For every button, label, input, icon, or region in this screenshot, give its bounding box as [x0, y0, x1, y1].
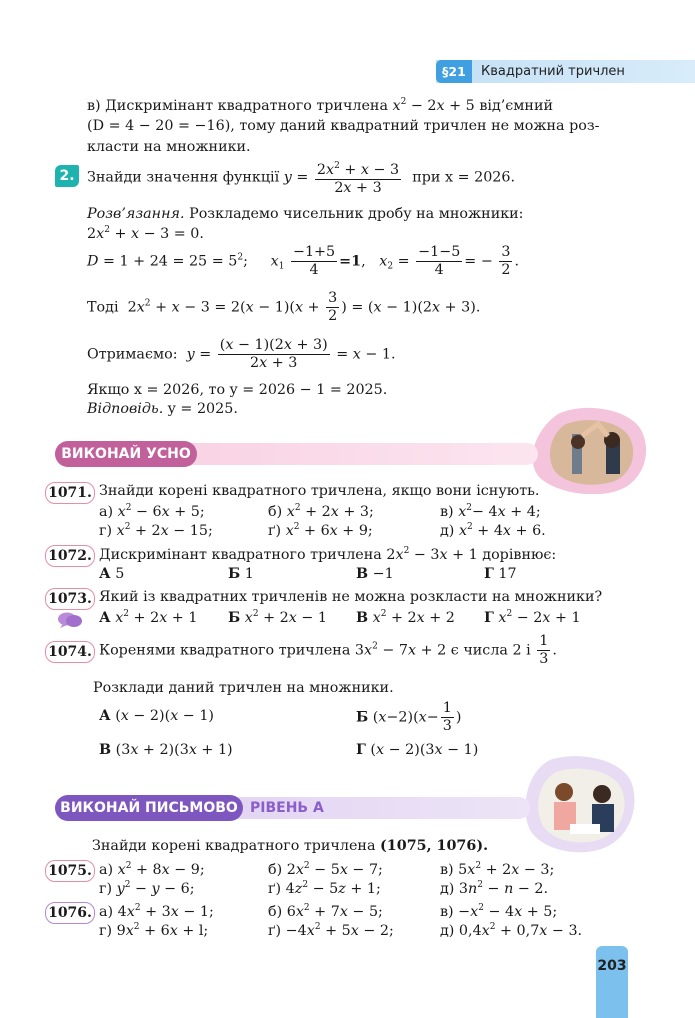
discussion-icon — [57, 611, 83, 629]
section-title: Квадратний тричлен — [481, 64, 625, 79]
exercise-1074-task: Розклади даний тричлен на множники. — [93, 680, 394, 696]
ex1072-option-b: Б 1 — [228, 566, 254, 582]
ex1075-item-b: б) $2x^2 - 5x - 7$; — [268, 861, 383, 878]
written-section-label: ВИКОНАЙ ПИСЬМОВО — [55, 795, 243, 821]
ex1072-option-v: В −1 — [356, 566, 394, 582]
ex1071-item-g: г) $x^2 + 2x - 15$; — [99, 522, 213, 539]
factorization-line: Тоді $2x^2 + x - 3 = 2(x - 1)(x$ + $\frac{3}{2}$ ) = (x − 1)(2x + 3). — [87, 290, 481, 324]
oral-section-label: ВИКОНАЙ УСНО — [55, 441, 197, 467]
ex1075-item-a: а) $x^2 + 8x - 9$; — [99, 861, 205, 878]
exercise-1075-number: 1075. — [45, 860, 95, 882]
page-number: 203 — [597, 958, 627, 974]
students-photo-written — [520, 754, 638, 854]
ex1071-item-b: б) $x^2 + 2x + 3$; — [268, 503, 374, 520]
ex1071-item-ge: ґ) $x^2 + 6x + 9$; — [268, 522, 373, 539]
exercise-1073-number: 1073. — [45, 588, 95, 610]
page-number-tab — [596, 946, 628, 1018]
ex1076-item-v: $в) -x^2 - 4x + 5$; — [440, 903, 558, 920]
written-level-label: РІВЕНЬ А — [250, 800, 324, 816]
substitution-line: Якщо x = 2026, то y = 2026 − 1 = 2025. — [87, 382, 388, 398]
ex1076-item-d: д) $0,4x^2 + 0,7x - 3$. — [440, 922, 583, 939]
discriminant-line: $D = 1 + 24 = 25 = 5^2$; $x_1$ $\frac{-1+5}{4}$ =1, $x_2$ = $\frac{-1-5}{4}$ = − $\frac{3}{2}$ . — [87, 244, 520, 278]
ex1075-item-v: в) $5x^2 + 2x - 3$; — [440, 861, 555, 878]
ex1075-item-ge: ґ) $4z^2 - 5z + 1$; — [268, 880, 381, 897]
section-number-badge: §21 — [436, 60, 472, 83]
exercise-1076-number: 1076. — [45, 902, 95, 924]
part-v-line3: класти на множники. — [87, 139, 251, 155]
equation-numerator: $2x^2 + x - 3 = 0$. — [87, 225, 204, 242]
ex1076-item-g: г) $9x^2 + 6x + l$; — [99, 922, 209, 939]
ex1074-option-g: Г (x − 2)(3x − 1) — [356, 742, 479, 758]
ex1074-option-v: В (3x + 2)(3x + 1) — [99, 742, 233, 758]
ex1073-option-g: Г $x^2 - 2x + 1$ — [484, 609, 581, 626]
written-intro: Знайди корені квадратного тричлена (1075, 1076). — [92, 838, 489, 854]
simplified-function: Отримаємо: y = $\frac{(x - 1)(2x + 3)}{2x + 3}$ = x − 1. — [87, 337, 396, 371]
part-v-line1: в) Дискримінант квадратного тричлена $x^2 - 2x + 5$ від’ємний — [87, 97, 554, 114]
ex1073-option-b: Б $x^2 + 2x - 1$ — [228, 609, 327, 626]
ex1071-item-a: а) $x^2 - 6x + 5$; — [99, 503, 205, 520]
exercise-1072-text: Дискримінант квадратного тричлена $2x^2 - 3x + 1$ дорівнює: — [99, 546, 557, 563]
exercise-1074-text: Коренями квадратного тричлена $3x^2 - 7x + 2$ є числа 2 і $\frac{1}{3}$ . — [99, 633, 557, 667]
ex1072-option-g: Г 17 — [484, 566, 517, 582]
ex1076-item-a: а) $4x^2 + 3x - 1$; — [99, 903, 214, 920]
exercise-1073-text: Який із квадратних тричленів не можна розкласти на множники? — [99, 589, 603, 605]
exercise-1074-number: 1074. — [45, 641, 95, 663]
ex1073-option-v: В $x^2 + 2x + 2$ — [356, 609, 455, 626]
solution-intro: Розв’язання. Розкладемо чисельник дробу на множники: — [87, 206, 524, 222]
ex1071-item-v: в) $x^2- 4x + 4$; — [440, 503, 541, 520]
exercise-1072-number: 1072. — [45, 545, 95, 567]
ex1075-item-d: д) $3n^2 - n - 2$. — [440, 880, 548, 897]
ex1076-item-b: б) $6x^2 + 7x - 5$; — [268, 903, 383, 920]
task2-statement: Знайди значення функції y = $\frac{2x^2 + x - 3}{2x + 3}$ при x = 2026. — [87, 158, 515, 197]
part-v-line2: (D = 4 − 20 = −16), тому даний квадратний тричлен не можна роз- — [87, 118, 600, 134]
answer-line: Відповідь. y = 2025. — [87, 401, 238, 417]
ex1074-option-a: А (x − 2)(x − 1) — [99, 708, 215, 724]
ex1073-option-a: А $x^2 + 2x + 1$ — [99, 609, 198, 626]
ex1071-item-d: д) $x^2 + 4x + 6$. — [440, 522, 546, 539]
ex1075-item-g: г) $y^2 - y - 6$; — [99, 880, 195, 897]
exercise-1071-number: 1071. — [45, 482, 95, 504]
students-photo-oral — [528, 406, 648, 494]
task-number-badge: 2. — [55, 165, 79, 187]
ex1076-item-ge: $ґ) -4x^2 + 5x - 2$; — [268, 922, 394, 939]
ex1072-option-a: А 5 — [99, 566, 125, 582]
exercise-1071-text: Знайди корені квадратного тричлена, якщо вони існують. — [99, 483, 540, 499]
ex1074-option-b: Б (x−2)(x− $\frac{1}{3}$ ) — [356, 700, 462, 734]
